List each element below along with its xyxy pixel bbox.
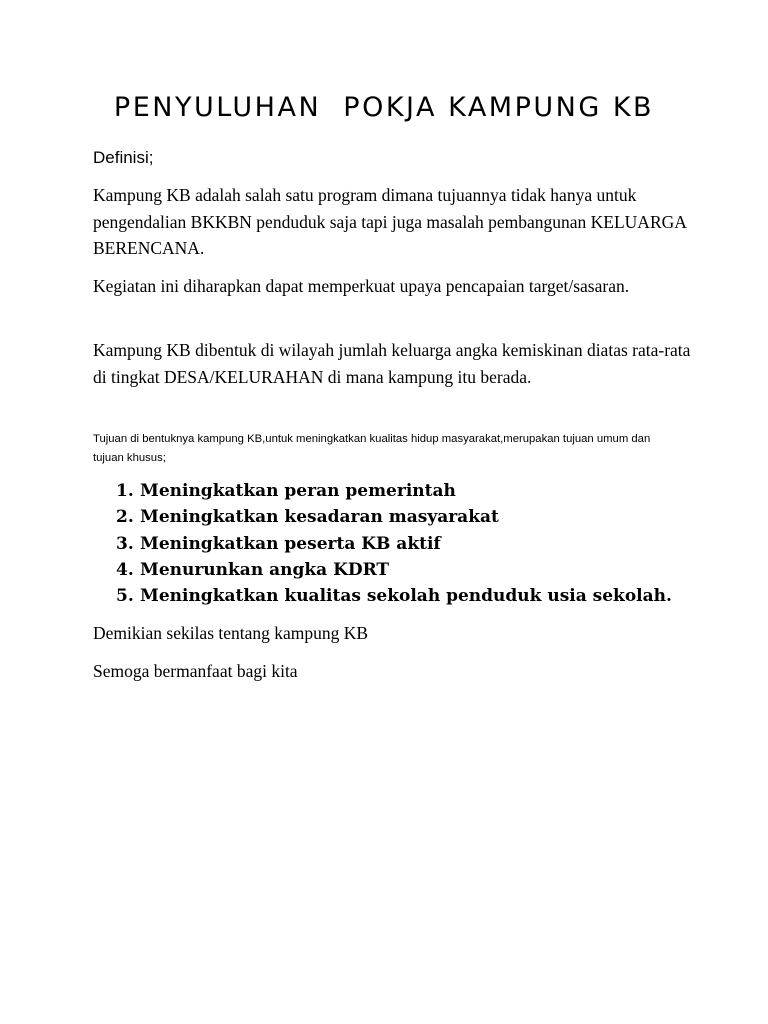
list-number: 2. — [116, 507, 134, 528]
closing-line-1: Demikian sekilas tentang kampung KB — [93, 623, 369, 643]
list-item-text: Menurunkan angka KDRT — [140, 559, 390, 580]
list-item-text: Meningkatkan peserta KB aktif — [140, 533, 441, 554]
list-number: 5. — [116, 586, 134, 607]
list-item-text: Meningkatkan kualitas sekolah penduduk usia sekolah. — [140, 586, 672, 607]
goals-list — [116, 478, 740, 609]
closing-line-2: Semoga bermanfaat bagi kita — [93, 661, 298, 681]
list-item — [116, 478, 740, 504]
paragraph-definition: Kampung KB adalah salah satu program dimana tujuannya tidak hanya untuk pengendalian BKKBN penduduk saja tapi juga masalah pembangunan KELUARGA BERENCANA. — [93, 185, 686, 258]
list-item — [116, 504, 740, 530]
list-item-text: Meningkatkan kesadaran masyarakat — [140, 507, 499, 528]
list-item — [116, 583, 740, 609]
list-number: 4. — [116, 559, 134, 580]
list-number: 1. — [116, 481, 134, 501]
purpose-text: Tujuan di bentuknya kampung KB,untuk meningkatkan kualitas hidup masyarakat,merupakan tujuan umum dan tujuan khusus; — [93, 433, 651, 464]
paragraph-activity: Kegiatan ini diharapkan dapat memperkuat upaya pencapaian target/sasaran. — [93, 276, 630, 296]
list-number: 3. — [116, 533, 134, 554]
document-title: PENYULUHAN POKJA KAMPUNG KB — [113, 92, 655, 123]
list-item — [116, 531, 740, 557]
list-item-text: Meningkatkan peran pemerintah — [140, 481, 456, 501]
definition-label: Definisi; — [93, 148, 154, 167]
paragraph-formation: Kampung KB dibentuk di wilayah jumlah keluarga angka kemiskinan diatas rata-rata di tingkat DESA/KELURAHAN di mana kampung itu berada. — [93, 340, 691, 387]
list-item — [116, 557, 740, 583]
